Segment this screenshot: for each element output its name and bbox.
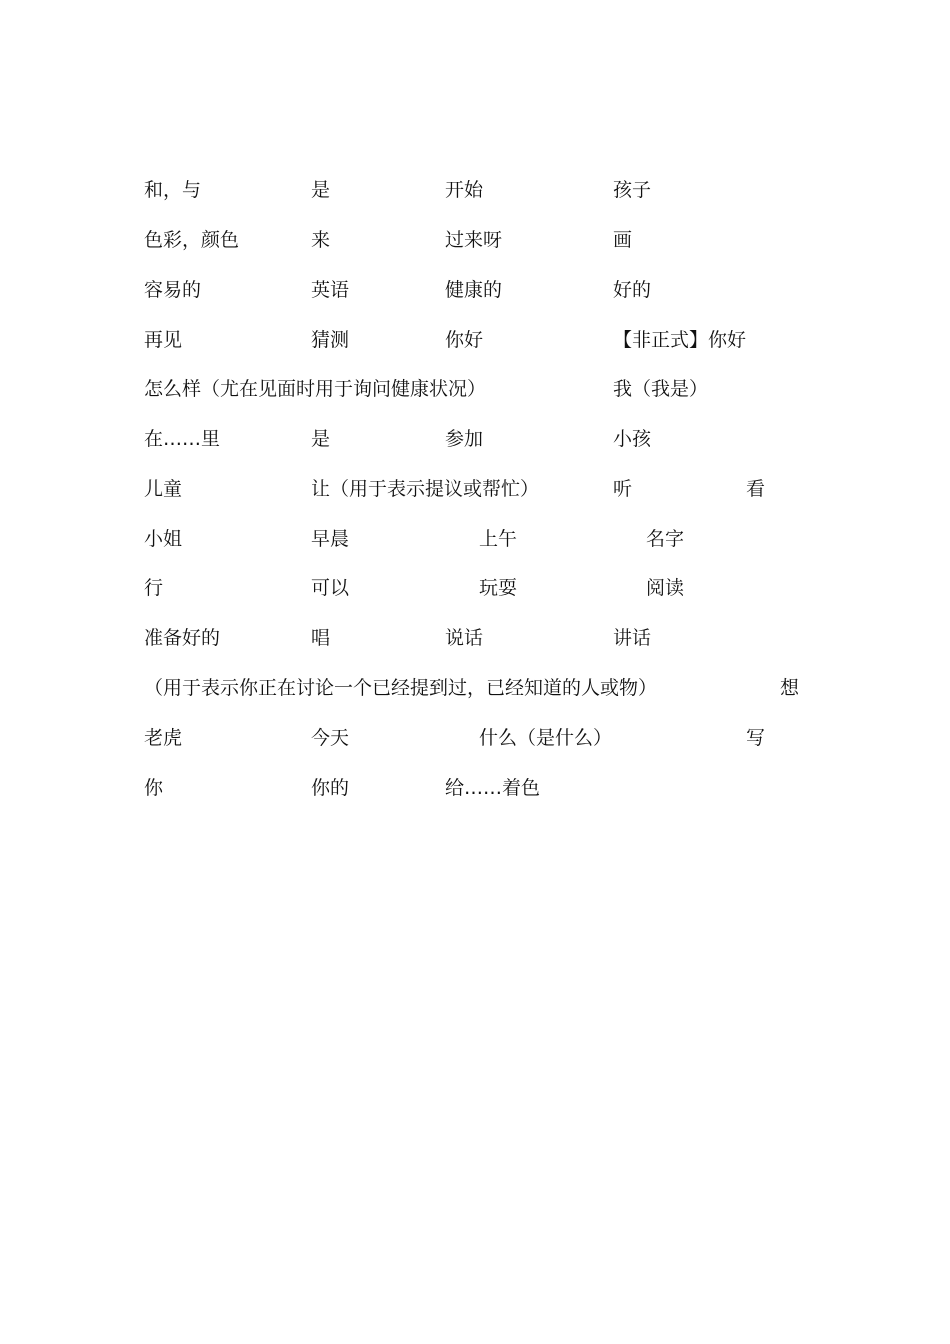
vocab-word: 唱 — [311, 627, 331, 649]
vocab-word: 开始 — [445, 179, 484, 201]
vocab-word: 儿童 — [144, 478, 183, 500]
vocab-word: 阅读 — [646, 577, 685, 599]
vocab-word: 想 — [780, 677, 800, 699]
vocab-word: 再见 — [144, 329, 183, 351]
vocab-word: 听 — [613, 478, 633, 500]
vocab-word: 可以 — [311, 577, 350, 599]
vocab-word: 在……里 — [144, 428, 221, 450]
vocab-word: 来 — [311, 229, 331, 251]
vocab-word: 今天 — [311, 727, 350, 749]
vocab-word: 玩耍 — [479, 577, 518, 599]
vocab-word: 准备好的 — [144, 627, 221, 649]
vocab-word: 是 — [311, 179, 331, 201]
vocab-word: 什么（是什么） — [479, 727, 613, 749]
vocab-word: 看 — [746, 478, 766, 500]
vocab-word: 过来呀 — [445, 229, 503, 251]
vocab-word: 你好 — [445, 329, 484, 351]
vocab-row — [0, 623, 950, 653]
vocab-word: 怎么样（尤在见面时用于询问健康状况） — [144, 378, 487, 400]
vocab-word: 写 — [746, 727, 766, 749]
vocab-word: 上午 — [479, 528, 518, 550]
vocab-row — [0, 225, 950, 255]
vocab-row — [0, 474, 950, 504]
vocab-word: 名字 — [646, 528, 685, 550]
vocab-word: 健康的 — [445, 279, 503, 301]
vocab-word: 容易的 — [144, 279, 202, 301]
vocab-word: 早晨 — [311, 528, 350, 550]
vocab-word: 你 — [144, 777, 164, 799]
vocab-word: 好的 — [613, 279, 652, 301]
vocab-row — [0, 673, 950, 703]
vocab-word: 让（用于表示提议或帮忙） — [311, 478, 540, 500]
vocab-row — [0, 723, 950, 753]
vocab-word: 和，与 — [144, 179, 202, 201]
vocab-word: 小孩 — [613, 428, 652, 450]
vocab-word: 讲话 — [613, 627, 652, 649]
vocab-word: 是 — [311, 428, 331, 450]
vocab-row — [0, 524, 950, 554]
vocab-row — [0, 275, 950, 305]
vocab-row — [0, 175, 950, 205]
vocab-row — [0, 424, 950, 454]
vocab-word: 老虎 — [144, 727, 183, 749]
vocab-word: 参加 — [445, 428, 484, 450]
vocab-row — [0, 374, 950, 404]
vocab-row — [0, 573, 950, 603]
vocab-word: 英语 — [311, 279, 350, 301]
vocab-word: 给……着色 — [445, 777, 541, 799]
vocab-row — [0, 325, 950, 355]
vocab-word: 我（我是） — [613, 378, 709, 400]
vocab-word: 【非正式】你好 — [613, 329, 747, 351]
vocab-word: 行 — [144, 577, 164, 599]
vocab-word: 你的 — [311, 777, 350, 799]
vocab-word: （用于表示你正在讨论一个已经提到过，已经知道的人或物） — [144, 677, 658, 699]
vocab-word: 孩子 — [613, 179, 652, 201]
vocab-word: 画 — [613, 229, 633, 251]
vocab-word: 猜测 — [311, 329, 350, 351]
vocab-word: 小姐 — [144, 528, 183, 550]
vocab-word: 色彩，颜色 — [144, 229, 240, 251]
vocab-word: 说话 — [445, 627, 484, 649]
vocab-row — [0, 773, 950, 803]
